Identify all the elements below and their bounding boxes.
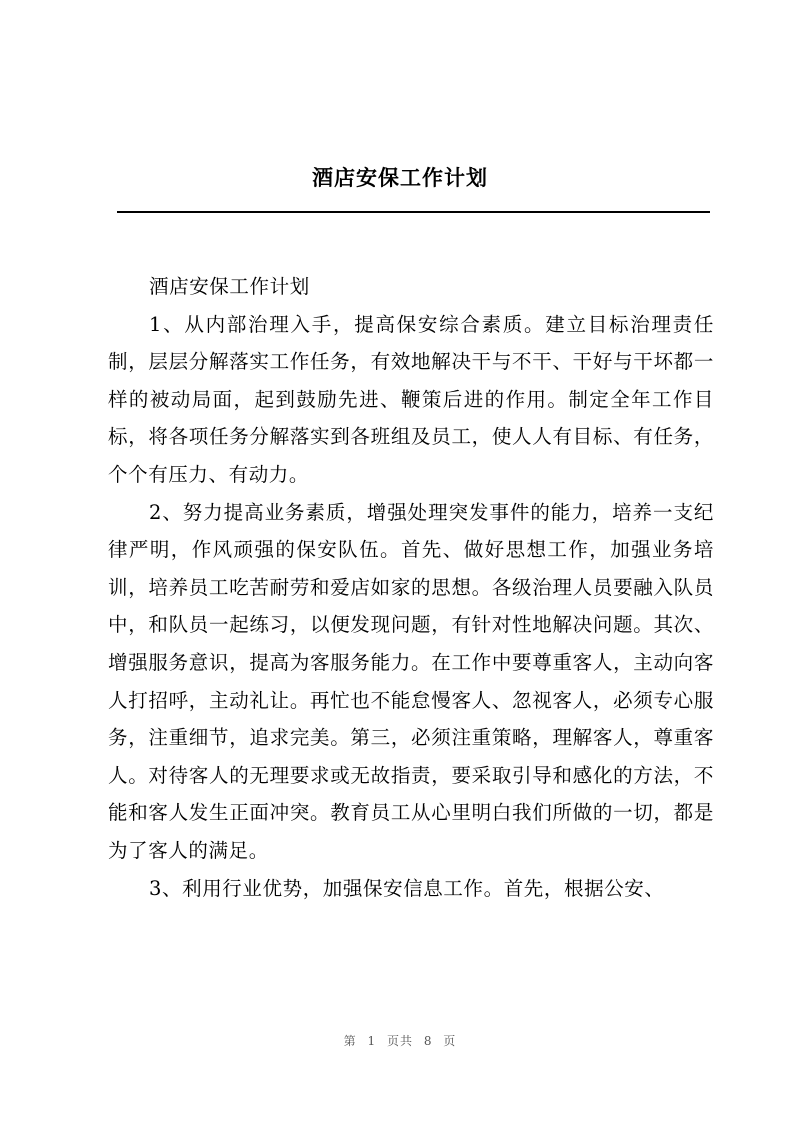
document-title: 酒店安保工作计划 [312,165,488,190]
footer-suffix: 页 [443,1034,457,1048]
footer-middle: 页共 [386,1034,413,1048]
paragraph-3: 3、利用行业优势，加强保安信息工作。首先，根据公安、 [149,876,665,900]
page-footer [0,1032,800,1049]
footer-page-total: 8 [423,1034,433,1048]
footer-page-number: 1 [367,1034,377,1048]
paragraph-heading: 酒店安保工作计划 [149,275,310,298]
paragraph-2: 2、努力提高业务素质，增强处理突发事件的能力，培养一支纪律严明，作风顽强的保安队伍。首先、做好思想工作，加强业务培训，培养员工吃苦耐劳和爱店如家的思想。各级治理人员要融入队员中，和队员一起练习，以便发现问题，有针对性地解决问题。其次、增强服务意识，提高为客服务能力。在工作中要尊重客人，主动向客人打招呼，主动礼让。再忙也不能怠慢客人、忽视客人，必须专心服务，注重细节，追求完美。第三，必须注重策略，理解客人，尊重客人。对待客人的无理要求或无故指责，要采取引导和感化的方法，不能和客人发生正面冲突。教育员工从心里明白我们所做的一切，都是为了客人的满足。 [108,500,714,862]
document-body [108,268,714,907]
paragraph-1: 1、从内部治理入手，提高保安综合素质。建立目标治理责任制，层层分解落实工作任务，有效地解决干与不干、干好与干坏都一样的被动局面，起到鼓励先进、鞭策后进的作用。制定全年工作目标，将各项任务分解落实到各班组及员工，使人人有目标、有任务，个个有压力、有动力。 [108,312,714,486]
footer-prefix: 第 [343,1034,357,1048]
title-divider [117,211,710,213]
